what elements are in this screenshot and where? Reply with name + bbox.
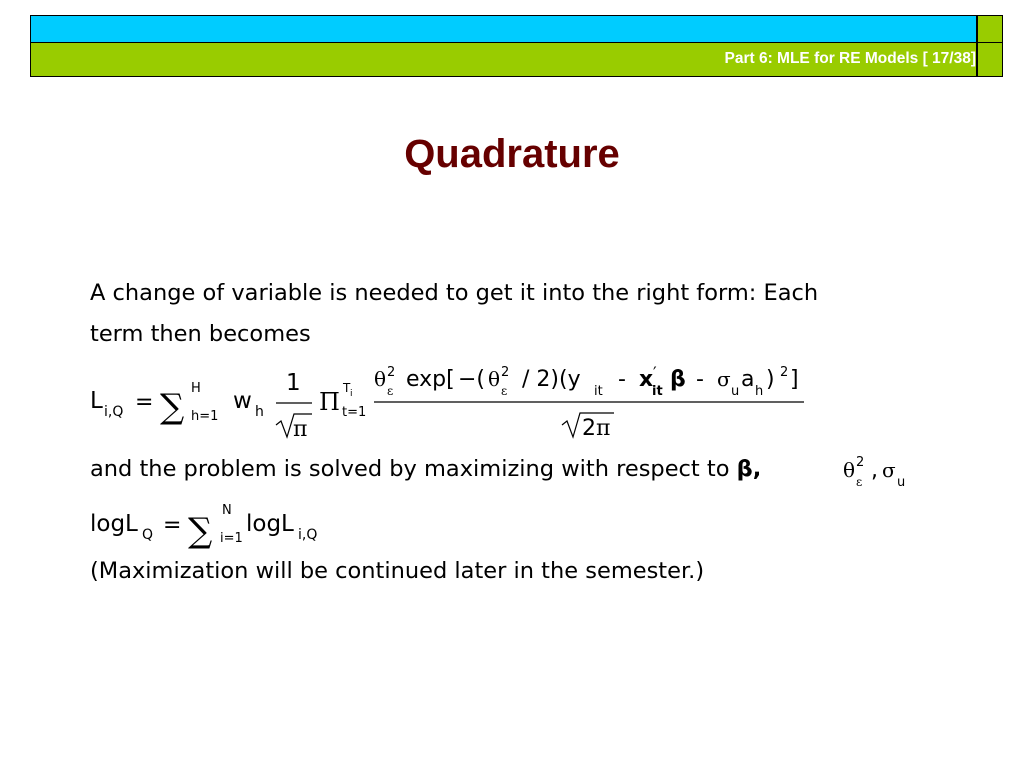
beta-bold: β, [736,456,762,482]
param-sigma-sub: u [897,475,906,490]
f1-lhs-sub: i,Q [104,404,124,420]
f2-lhs-sub: Q [142,527,154,543]
f1-num-y-sub: it [594,384,603,399]
f1-prod-symbol: Π [319,388,340,416]
f1-num-theta-sub: ε [387,384,394,398]
f1-num-close-sup: 2 [780,365,789,380]
param-theta-sub: ε [856,475,863,489]
f1-num-minus3: - [696,367,704,392]
params-theta-sigma [843,455,905,490]
f1-eq: = [135,390,154,415]
f1-num-theta-sup: 2 [387,365,396,380]
f1-lhs: L [90,388,103,414]
f2-sum-upper: N [222,503,232,518]
f2-sum-symbol: ∑ [188,511,213,551]
f1-frac-num: 1 [286,370,301,396]
slide-title: Quadrature [404,132,620,176]
f1-num-theta2-sub: ε [501,384,508,398]
param-theta-sup: 2 [856,455,865,470]
param-sigma: σ [882,458,896,482]
f1-num-x-prime: ′ [653,363,657,382]
f1-num-div2: / 2)(y [522,367,581,392]
f1-num-a-sub: h [755,384,764,399]
f1-sqrt-pi: π [293,417,308,442]
f1-sum-upper: H [191,381,201,396]
body-line-5: (Maximization will be continued later in the semester.) [90,558,705,584]
param-comma: , [871,458,878,483]
body-line-2: term then becomes [90,321,311,347]
f2-sum-lower: i=1 [220,531,243,546]
f1-weight: w [233,388,252,414]
f1-den-two: 2 [582,416,596,441]
f1-sum-lower: h=1 [191,409,219,424]
f1-prod-upper: T [343,381,351,395]
f2-rhs-sub: i,Q [298,527,318,543]
f1-den-pi: π [596,416,611,441]
f1-num-theta2: θ [488,367,501,391]
f1-num-a: a [741,367,755,392]
f1-sum-symbol: ∑ [160,387,185,427]
param-theta: θ [843,458,856,482]
f1-num-theta: θ [374,367,387,391]
f1-num-minus: −( [458,367,486,392]
f1-num-sigma-sub: u [731,384,740,399]
f1-num-x-sub: it [652,384,663,399]
f2-rhs: logL [246,511,294,537]
body-line-1: A change of variable is needed to get it into the right form: Each [90,280,819,306]
f1-prod-upper-sub: i [350,389,353,399]
formula-quadrature [90,363,804,442]
f1-prod-lower: t=1 [342,405,367,420]
f1-num-sigma: σ [717,367,731,391]
f1-weight-sub: h [255,404,264,420]
f1-num-minus2: - [618,367,626,392]
formula-loglik [90,503,317,551]
f1-num-x: x [639,367,654,392]
f1-num-theta2-sup: 2 [501,365,510,380]
slide-label: Part 6: MLE for RE Models [ 17/38] [724,50,976,67]
f1-num-exp: exp[ [406,367,455,392]
f2-lhs: logL [90,511,138,537]
f2-eq: = [163,513,182,538]
f1-num-beta: β [670,367,686,392]
f1-num-close: ) [766,367,775,392]
f1-num-bracket: ] [790,367,799,392]
body-line-3-text: and the problem is solved by maximizing with respect to [90,456,730,482]
